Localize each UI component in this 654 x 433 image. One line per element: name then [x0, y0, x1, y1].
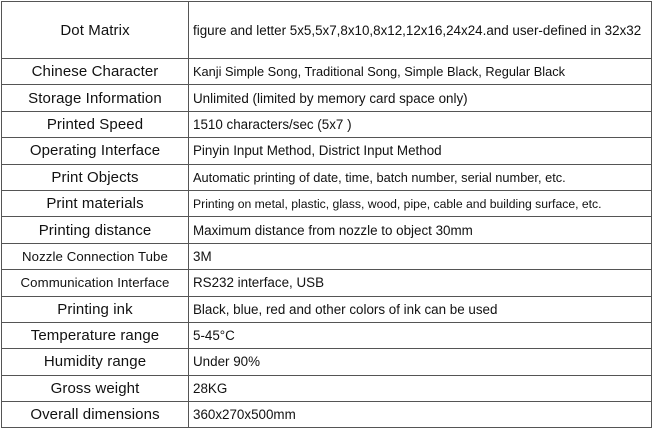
spec-row-printed-speed	[2, 111, 652, 137]
spec-value: RS232 interface, USB	[189, 270, 652, 296]
spec-label: Printing distance	[2, 217, 189, 243]
spec-value: Unlimited (limited by memory card space only)	[189, 85, 652, 111]
spec-value: Pinyin Input Method, District Input Method	[189, 138, 652, 164]
spec-label: Chinese Character	[2, 59, 189, 85]
spec-row-communication-interface	[2, 270, 652, 296]
spec-row-chinese-character	[2, 59, 652, 85]
spec-value: 3M	[189, 243, 652, 269]
spec-row-nozzle-connection-tube	[2, 243, 652, 269]
spec-label: Print Objects	[2, 164, 189, 190]
spec-row-printing-ink	[2, 296, 652, 322]
spec-value: Maximum distance from nozzle to object 30mm	[189, 217, 652, 243]
spec-value: 1510 characters/sec (5x7 )	[189, 111, 652, 137]
spec-row-temperature-range	[2, 322, 652, 348]
spec-value: Under 90%	[189, 349, 652, 375]
spec-value: 360x270x500mm	[189, 402, 652, 428]
spec-row-print-materials	[2, 190, 652, 216]
spec-value: Automatic printing of date, time, batch number, serial number, etc.	[189, 164, 652, 190]
spec-row-printing-distance	[2, 217, 652, 243]
spec-label: Temperature range	[2, 322, 189, 348]
spec-value: figure and letter 5x5,5x7,8x10,8x12,12x16,24x24.and user-defined in 32x32	[189, 2, 652, 59]
spec-label: Humidity range	[2, 349, 189, 375]
spec-row-gross-weight	[2, 375, 652, 401]
spec-value: 28KG	[189, 375, 652, 401]
spec-table	[1, 1, 652, 428]
spec-label: Dot Matrix	[2, 2, 189, 59]
spec-row-overall-dimensions	[2, 402, 652, 428]
spec-label: Storage Information	[2, 85, 189, 111]
spec-row-operating-interface	[2, 138, 652, 164]
spec-value: Printing on metal, plastic, glass, wood, pipe, cable and building surface, etc.	[189, 190, 652, 216]
spec-row-dot-matrix	[2, 2, 652, 59]
spec-value: Black, blue, red and other colors of ink can be used	[189, 296, 652, 322]
spec-row-storage-information	[2, 85, 652, 111]
spec-label: Printed Speed	[2, 111, 189, 137]
spec-label: Overall dimensions	[2, 402, 189, 428]
spec-row-humidity-range	[2, 349, 652, 375]
spec-label: Nozzle Connection Tube	[2, 243, 189, 269]
spec-label: Printing ink	[2, 296, 189, 322]
spec-label: Operating Interface	[2, 138, 189, 164]
spec-value: Kanji Simple Song, Traditional Song, Simple Black, Regular Black	[189, 59, 652, 85]
spec-value: 5-45°C	[189, 322, 652, 348]
spec-label: Gross weight	[2, 375, 189, 401]
spec-label: Print materials	[2, 190, 189, 216]
spec-row-print-objects	[2, 164, 652, 190]
spec-label: Communication Interface	[2, 270, 189, 296]
